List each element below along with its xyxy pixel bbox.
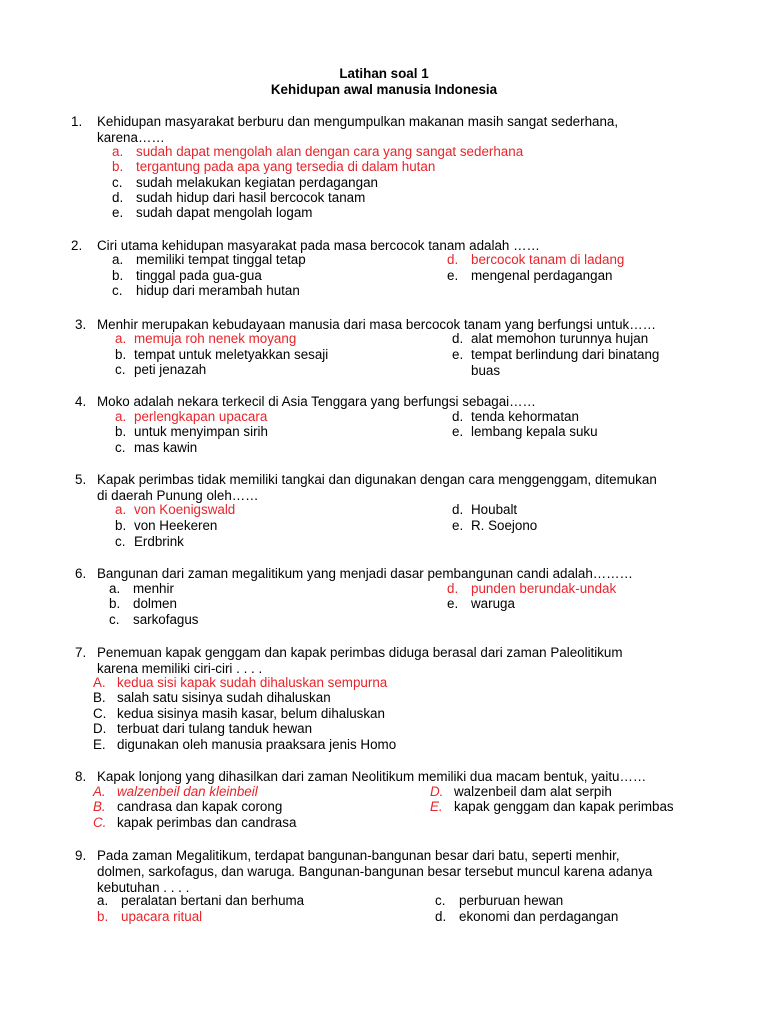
question-line: Kapak perimbas tidak memiliki tangkai dan digunakan dengan cara menggenggam, ditemukan bbox=[97, 472, 657, 487]
option-text: walzenbeil dam alat serpih bbox=[454, 784, 612, 799]
option-label: c. bbox=[115, 362, 126, 377]
option-text: alat memohon turunnya hujan bbox=[471, 331, 649, 346]
option-label: c. bbox=[112, 175, 123, 190]
option-text: tergantung pada apa yang tersedia di dalam hutan bbox=[136, 159, 436, 174]
option-label: C. bbox=[93, 706, 107, 721]
option-text: kedua sisi kapak sudah dihaluskan sempurna bbox=[117, 675, 388, 690]
option-label: C. bbox=[93, 815, 107, 830]
option-text: hidup dari merambah hutan bbox=[136, 283, 300, 298]
option-text: dolmen bbox=[133, 596, 177, 611]
option-label: D. bbox=[93, 721, 107, 736]
option-label: e. bbox=[112, 205, 124, 220]
option-text: mas kawin bbox=[134, 440, 198, 455]
question-text bbox=[97, 848, 697, 896]
question-number: 5. bbox=[75, 472, 87, 487]
option-label: B. bbox=[93, 799, 106, 814]
option-text: menhir bbox=[133, 581, 174, 596]
option-label: b. bbox=[115, 347, 127, 362]
option-label: d. bbox=[435, 909, 447, 924]
option-label: a. bbox=[112, 144, 124, 159]
option-text: lembang kepala suku bbox=[471, 424, 598, 439]
question-line: karena memiliki ciri-ciri . . . . bbox=[97, 661, 263, 676]
option-text: sudah hidup dari hasil bercocok tanam bbox=[136, 190, 366, 205]
question-text bbox=[97, 566, 697, 582]
option-text: von Koenigswald bbox=[134, 502, 236, 517]
option-label: a. bbox=[97, 893, 109, 908]
option-text: punden berundak-undak bbox=[471, 581, 617, 596]
option-text: perburuan hewan bbox=[459, 893, 564, 908]
question-text bbox=[97, 114, 697, 146]
option-label: E. bbox=[430, 799, 443, 814]
option-label: a. bbox=[115, 502, 127, 517]
option-label: e. bbox=[452, 347, 464, 362]
option-text: kapak genggam dan kapak perimbas bbox=[454, 799, 674, 814]
option-text: von Heekeren bbox=[134, 518, 218, 533]
option-text: sudah dapat mengolah alan dengan cara yang sangat sederhana bbox=[136, 144, 524, 159]
option-text: kedua sisinya masih kasar, belum dihaluskan bbox=[117, 706, 385, 721]
question-line: Ciri utama kehidupan masyarakat pada masa bercocok tanam adalah …… bbox=[97, 238, 540, 253]
question-line: Bangunan dari zaman megalitikum yang menjadi dasar pembangunan candi adalah……… bbox=[97, 566, 633, 581]
option-text: waruga bbox=[471, 596, 515, 611]
option-label: A. bbox=[93, 784, 106, 799]
question-number: 3. bbox=[75, 317, 87, 332]
worksheet-title: Latihan soal 1 bbox=[339, 66, 429, 81]
option-text: walzenbeil dan kleinbeil bbox=[117, 784, 258, 799]
option-text: peralatan bertani dan berhuma bbox=[121, 893, 305, 908]
option-text: digunakan oleh manusia praaksara jenis Homo bbox=[117, 737, 397, 752]
option-label: a. bbox=[109, 581, 121, 596]
option-text: bercocok tanam di ladang bbox=[471, 252, 625, 267]
option-label: c. bbox=[112, 283, 123, 298]
option-text: terbuat dari tulang tanduk hewan bbox=[117, 721, 313, 736]
question-line: Penemuan kapak genggam dan kapak perimbas diduga berasal dari zaman Paleolitikum bbox=[97, 645, 623, 660]
option-text: memiliki tempat tinggal tetap bbox=[136, 252, 306, 267]
option-text: mengenal perdagangan bbox=[471, 268, 613, 283]
option-text: memuja roh nenek moyang bbox=[134, 331, 297, 346]
question-line: dolmen, sarkofagus, dan waruga. Bangunan-bangunan besar tersebut muncul karena adanya bbox=[97, 864, 653, 879]
question-line: kebutuhan . . . . bbox=[97, 880, 190, 895]
option-label: d. bbox=[452, 409, 464, 424]
option-label: A. bbox=[93, 675, 106, 690]
option-text: candrasa dan kapak corong bbox=[117, 799, 283, 814]
option-text: sarkofagus bbox=[133, 612, 199, 627]
question-line: Moko adalah nekara terkecil di Asia Tenggara yang berfungsi sebagai…… bbox=[97, 394, 536, 409]
option-label: B. bbox=[93, 690, 106, 705]
question-number: 4. bbox=[75, 394, 87, 409]
option-label: d. bbox=[452, 502, 464, 517]
option-label: e. bbox=[447, 268, 459, 283]
question-line: Pada zaman Megalitikum, terdapat bangunan-bangunan besar dari batu, seperti menhir, bbox=[97, 848, 620, 863]
option-text: peti jenazah bbox=[134, 362, 207, 377]
option-text: untuk menyimpan sirih bbox=[134, 424, 268, 439]
worksheet-subtitle: Kehidupan awal manusia Indonesia bbox=[270, 82, 498, 97]
option-label: c. bbox=[115, 534, 126, 549]
option-label: a. bbox=[115, 331, 127, 346]
option-label: E. bbox=[93, 737, 106, 752]
option-text: Erdbrink bbox=[134, 534, 184, 549]
option-text: tempat berlindung dari binatang bbox=[471, 347, 660, 362]
question-number: 9. bbox=[75, 848, 87, 863]
option-label: b. bbox=[109, 596, 121, 611]
option-text: ekonomi dan perdagangan bbox=[459, 909, 619, 924]
option-text: perlengkapan upacara bbox=[134, 409, 268, 424]
option-label: b. bbox=[97, 909, 109, 924]
question-line: karena…… bbox=[97, 130, 165, 145]
option-label: c. bbox=[109, 612, 120, 627]
question-number: 7. bbox=[75, 645, 87, 660]
question-number: 1. bbox=[71, 114, 83, 129]
option-text: tempat untuk meletyakkan sesaji bbox=[134, 347, 329, 362]
question-text bbox=[97, 394, 697, 410]
option-text: tinggal pada gua-gua bbox=[136, 268, 262, 283]
option-text: sudah melakukan kegiatan perdagangan bbox=[136, 175, 378, 190]
option-label: b. bbox=[115, 518, 127, 533]
option-label: b. bbox=[112, 159, 124, 174]
question-line: Menhir merupakan kebudayaan manusia dari masa bercocok tanam yang berfungsi untuk…… bbox=[97, 317, 656, 332]
question-text bbox=[97, 645, 697, 677]
option-text: kapak perimbas dan candrasa bbox=[117, 815, 297, 830]
option-label: a. bbox=[112, 252, 124, 267]
option-label: d. bbox=[452, 331, 464, 346]
option-text: sudah dapat mengolah logam bbox=[136, 205, 313, 220]
option-text: tenda kehormatan bbox=[471, 409, 579, 424]
question-text bbox=[97, 769, 697, 785]
question-number: 6. bbox=[75, 566, 87, 581]
option-label: c. bbox=[115, 440, 126, 455]
option-label: b. bbox=[112, 268, 124, 283]
question-line: Kapak lonjong yang dihasilkan dari zaman Neolitikum memiliki dua macam bentuk, yaitu…… bbox=[97, 769, 647, 784]
option-label: d. bbox=[447, 581, 459, 596]
option-label: e. bbox=[452, 424, 464, 439]
option-label: e. bbox=[452, 518, 464, 533]
option-label: b. bbox=[115, 424, 127, 439]
question-number: 8. bbox=[75, 769, 87, 784]
question-text bbox=[97, 472, 697, 504]
question-line: Kehidupan masyarakat berburu dan mengumpulkan makanan masih sangat sederhana, bbox=[97, 114, 619, 129]
option-label: e. bbox=[447, 596, 459, 611]
option-text: salah satu sisinya sudah dihaluskan bbox=[117, 690, 331, 705]
option-text-continued: buas bbox=[471, 363, 501, 378]
question-line: di daerah Punung oleh…… bbox=[97, 488, 259, 503]
option-label: d. bbox=[447, 252, 459, 267]
option-label: D. bbox=[430, 784, 444, 799]
option-label: d. bbox=[112, 190, 124, 205]
question-number: 2. bbox=[71, 238, 83, 253]
option-text: R. Soejono bbox=[471, 518, 538, 533]
option-label: a. bbox=[115, 409, 127, 424]
option-text: Houbalt bbox=[471, 502, 518, 517]
option-label: c. bbox=[435, 893, 446, 908]
option-text: upacara ritual bbox=[121, 909, 203, 924]
